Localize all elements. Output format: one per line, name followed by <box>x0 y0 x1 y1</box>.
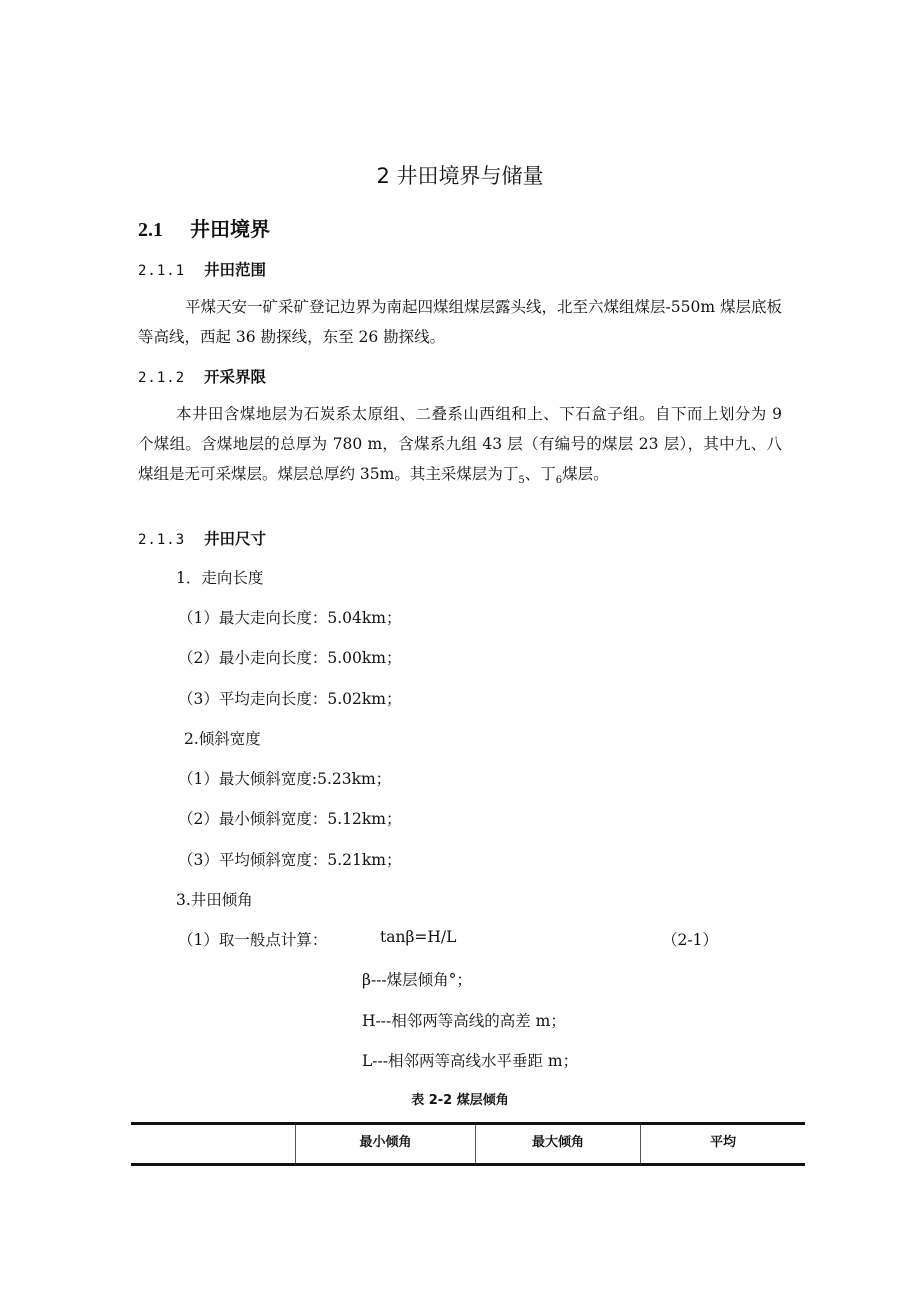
list-item: （3）平均走向长度：5.02km； <box>178 690 402 708</box>
table-header-cell: 平均 <box>640 1125 805 1163</box>
equation-number: （2-1） <box>662 931 718 949</box>
table-header-cell: 最小倾角 <box>295 1125 475 1163</box>
subsection-number: 2.1.3 <box>138 532 186 548</box>
definition-beta: β---煤层倾角°； <box>362 971 472 989</box>
definition-h: H---相邻两等高线的高差 m； <box>362 1012 566 1030</box>
list-heading-strike: 1．走向长度 <box>176 569 264 587</box>
chapter-title: 2 井田境界与储量 <box>376 164 544 188</box>
list-item: （1）最大倾斜宽度:5.23km； <box>178 770 392 788</box>
list-item: （1）最大走向长度：5.04km； <box>178 609 402 627</box>
subsection-heading-212 <box>138 365 266 387</box>
subsection-number: 2.1.1 <box>138 263 186 279</box>
subscript-6: 6 <box>555 475 563 486</box>
subsection-heading-211 <box>138 258 266 280</box>
list-item: （2）最小走向长度：5.00km； <box>178 649 402 667</box>
coal-seam-dip-table <box>131 1122 805 1166</box>
paragraph-text: 本井田含煤地层为石炭系太原组、二叠系山西组和上、下石盒子组。自下而上划分为 9 个煤组。含煤地层的总厚为 780 m，含煤系九组 43 层（有编号的煤层 23 层），其中九、八煤组是无可采煤层。煤层总厚约 35m。其主采煤层为丁 <box>138 405 782 483</box>
table-header-cell: 最大倾角 <box>475 1125 640 1163</box>
table-header-cell <box>131 1125 295 1163</box>
list-item: （3）平均倾斜宽度：5.21km； <box>178 851 402 869</box>
paragraph-text-mid: 、丁 <box>524 465 556 483</box>
definition-l: L---相邻两等高线水平垂距 m； <box>362 1052 579 1070</box>
paragraph-mine-range: 平煤天安一矿采矿登记边界为南起四煤组煤层露头线，北至六煤组煤层-550m 煤层底板等高线，西起 36 勘探线，东至 26 勘探线。 <box>138 298 782 346</box>
list-item: （2）最小倾斜宽度：5.12km； <box>178 810 402 828</box>
paragraph-text-end: 煤层。 <box>562 465 609 483</box>
list-heading-dip: 2.倾斜宽度 <box>184 730 261 748</box>
section-number: 2.1 <box>138 219 163 241</box>
subsection-title: 井田范围 <box>204 261 267 279</box>
subsection-heading-213 <box>138 527 266 549</box>
list-heading-angle: 3.井田倾角 <box>176 891 253 909</box>
subscript-5: 5 <box>518 475 525 486</box>
table-caption: 表 2-2 煤层倾角 <box>411 1093 509 1108</box>
subsection-title: 开采界限 <box>204 368 267 386</box>
subsection-number: 2.1.2 <box>138 370 186 386</box>
list-item: （1）取一般点计算： <box>178 931 328 949</box>
section-heading <box>138 213 270 242</box>
formula: tanβ=H/L <box>380 928 457 946</box>
section-title: 井田境界 <box>190 217 270 241</box>
paragraph-mining-limits <box>138 399 782 496</box>
subsection-title: 井田尺寸 <box>204 530 267 548</box>
